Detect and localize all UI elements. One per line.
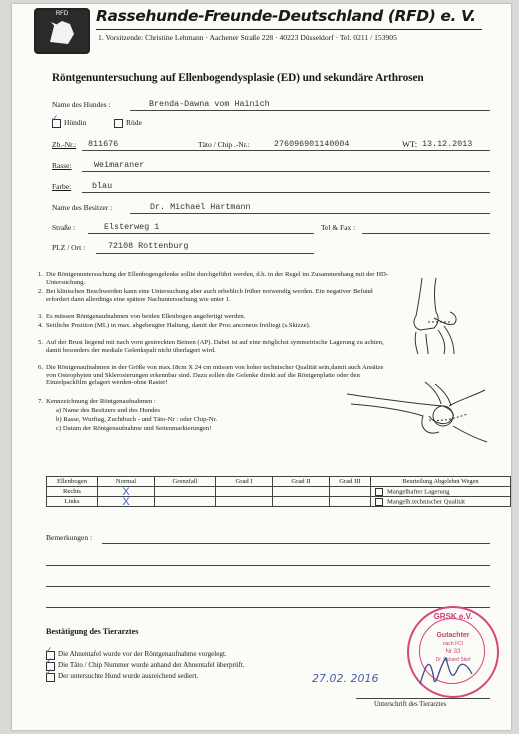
table-row <box>47 497 511 507</box>
signature-label: Unterschrift des Tierarztes <box>374 701 447 708</box>
breed-label: Rasse: <box>52 161 72 170</box>
owner-label: Name des Besitzer : <box>52 203 113 212</box>
side-cell: Links <box>47 497 98 507</box>
instruction-item: 1. Die Röntgenuntersuchung der Ellenbogengelenke sollte durchgeführt werden, d.h. in der Regel im Zusammenhang mit der HD-Untersuchung. <box>38 271 389 286</box>
table-row <box>47 487 511 497</box>
normal-mark[interactable]: X <box>98 497 155 507</box>
remarks-line[interactable] <box>102 543 490 544</box>
document-title: Röntgenuntersuchung auf Ellenbogendysplasie (ED) und sekundäre Arthrosen <box>52 72 424 84</box>
findings-table <box>46 476 511 507</box>
grade1-cell[interactable] <box>216 487 273 497</box>
col-header: Grad I <box>216 477 273 487</box>
street-line <box>88 233 314 234</box>
grade3-cell[interactable] <box>330 497 371 507</box>
club-logo <box>34 8 90 54</box>
owner-line <box>130 213 490 214</box>
normal-mark[interactable]: X <box>98 487 155 497</box>
street-field[interactable]: Elsterweg 1 <box>104 222 160 232</box>
marking-sub-item: a) Name des Besitzers und des Hundes <box>56 407 160 414</box>
vet-signature <box>412 644 482 690</box>
dog-head-icon <box>36 10 88 52</box>
vet-confirmation-heading: Bestätigung des Tierarztes <box>46 627 139 636</box>
checkmark-icon: ✓ <box>51 114 59 124</box>
club-name: Rassehunde-Freunde-Deutschland (RFD) e. V. <box>96 7 476 25</box>
instruction-item: 5. Auf der Brust liegend mit nach vorn gestreckten Beinen (AP). Dabei ist auf eine möglichst symmetrische Lagerung zu achten, damit besonders der mediale Gelenkspalt nicht überlagert wird. <box>38 339 384 354</box>
stamp-line: Dr. Eckard Stief <box>435 657 471 663</box>
remarks-label: Bemerkungen : <box>46 533 93 542</box>
instruction-item: 3. Es müssen Röntgenaufnahmen von beiden Ellenbogen angefertigt werden. <box>38 313 246 320</box>
grade1-cell[interactable] <box>216 497 273 507</box>
stamp-line: Gutachter <box>436 632 470 639</box>
male-checkbox[interactable] <box>114 119 123 128</box>
stamp-line: Nr 33 <box>445 649 461 655</box>
grade2-cell[interactable] <box>273 487 330 497</box>
remarks-line[interactable] <box>46 607 490 608</box>
instruction-item: 6. Die Röntgenaufnahmen in der Größe von max.18cm X 24 cm müssen von hoher technischer Qualität sein,damit auch Ansätze von Osteophyten und Sklerosierungen erkennbar sind. Dazu sollen die Gelenke direkt auf die Röntgenplatte oder den Einzelpackfilm gelagert werden-ohne Raster! <box>38 364 384 387</box>
col-header: Grad III <box>330 477 371 487</box>
studbook-label: Zb.-Nr.: <box>52 140 77 149</box>
phone-line <box>362 233 490 234</box>
reason-checkbox[interactable] <box>375 498 383 506</box>
zip-line <box>96 253 314 254</box>
instruction-item: 7. Kennzeichnung der Röntgenaufnahmen : <box>38 398 156 405</box>
zip-field[interactable]: 72108 Rottenburg <box>108 241 189 251</box>
confirm-label: Die Ahnentafel wurde vor der Röntgenaufnahme vorgelegt. <box>58 650 227 658</box>
confirm-label: Die Täto / Chip Nummer wurde anhand der Ahnentafel überprüft. <box>58 661 245 669</box>
stamp-line: nach FCI <box>442 641 464 647</box>
chip-label: Täto / Chip .-Nr.: <box>198 140 250 149</box>
remarks-line[interactable] <box>46 565 490 566</box>
marking-sub-item: b) Rasse, Wurftag, Zuchtbuch - und Täto-Nr : oder Chip-Nr. <box>56 416 218 423</box>
color-field[interactable]: blau <box>92 181 113 191</box>
borderline-cell[interactable] <box>155 497 216 507</box>
studbook-field[interactable]: 811676 <box>88 139 119 149</box>
header-rule <box>96 29 482 30</box>
signature-line <box>356 698 490 699</box>
checkmark-icon: ✓ <box>45 668 53 678</box>
chip-field[interactable]: 276096901140004 <box>274 139 350 149</box>
reason-checkbox[interactable] <box>375 488 383 496</box>
checkmark-icon: ✓ <box>45 646 53 656</box>
zip-label: PLZ / Ort : <box>52 243 86 252</box>
reason-label: Mangelhafter Lagerung <box>387 488 450 496</box>
dog-name-line <box>130 110 490 111</box>
dog-name-label: Name des Hundes : <box>52 100 111 109</box>
logo-text: RFD <box>55 11 69 17</box>
studbook-line <box>82 150 490 151</box>
handwritten-date: 27.02. 2016 <box>312 672 379 685</box>
street-label: Straße : <box>52 223 76 232</box>
breed-field[interactable]: Weimaraner <box>94 160 145 170</box>
instruction-item: 2. Bei klinischen Beschwerden kann eine Untersuchung aber auch erheblich früher notwendig werden. Ein negativer Befund erfordert dann allerdings eine spätere Nachuntersuchung wie unter 1. <box>38 288 373 303</box>
col-header: Grenzfall <box>155 477 216 487</box>
remarks-line[interactable] <box>46 586 490 587</box>
male-label: Rüde <box>126 118 142 127</box>
whelped-label: WT: <box>402 139 418 149</box>
female-label: Hündin <box>64 118 87 127</box>
owner-field[interactable]: Dr. Michael Hartmann <box>150 202 251 212</box>
side-cell: Rechts <box>47 487 98 497</box>
phone-label: Tel & Fax : <box>321 223 356 232</box>
color-line <box>82 192 490 193</box>
grade3-cell[interactable] <box>330 487 371 497</box>
dog-name-field[interactable]: Brenda-Dawna vom Hainich <box>149 99 270 109</box>
table-header-row <box>47 477 511 487</box>
reason-cell <box>371 487 511 497</box>
breed-line <box>82 171 490 172</box>
col-header: Grad II <box>273 477 330 487</box>
form-sheet <box>12 4 511 730</box>
col-header: Beurteilung Abgelehnt Wegen <box>371 477 511 487</box>
reason-cell <box>371 497 511 507</box>
elbow-ap-sketch <box>404 276 478 356</box>
marking-sub-item: c) Datum der Röntgenaufnahme und Seitenmarkierungen! <box>56 425 212 432</box>
col-header: Normal <box>98 477 155 487</box>
grade2-cell[interactable] <box>273 497 330 507</box>
reason-label: Mangelh.technischer Qualität <box>387 498 465 506</box>
elbow-lateral-sketch <box>345 376 495 446</box>
confirm-label: Der untersuchte Hund wurde ausreichend sediert. <box>58 672 199 680</box>
chair-address: 1. Vorsitzende: Christine Lehmann · Aachener Straße 228 · 40223 Düsseldorf · Tel. 0211 / 153905 <box>98 33 397 42</box>
color-label: Farbe: <box>52 182 72 191</box>
checkmark-icon: ✓ <box>45 657 53 667</box>
stamp-org: GRSK e.V. <box>433 612 473 621</box>
whelped-field[interactable]: 13.12.2013 <box>422 139 473 149</box>
col-header: Ellenbogen <box>47 477 98 487</box>
borderline-cell[interactable] <box>155 487 216 497</box>
instruction-item: 4. Seitliche Position (ML) in max. abgebeugter Haltung, damit der Proc.anconeus freiliegt (s.Skizze). <box>38 322 311 329</box>
